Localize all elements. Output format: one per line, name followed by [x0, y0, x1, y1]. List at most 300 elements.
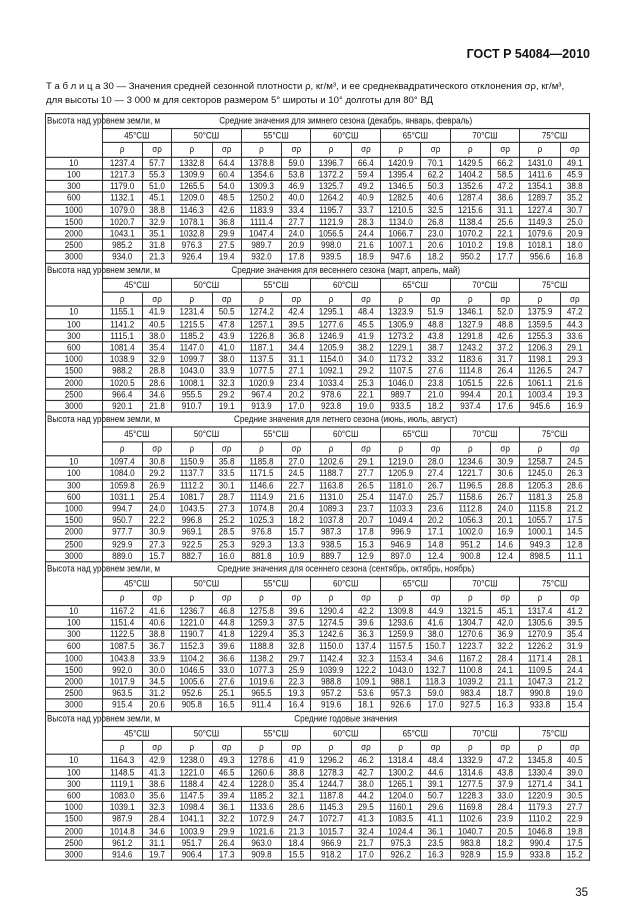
sigma-cell: 25.7: [421, 491, 450, 503]
density-cell: 1147.0: [172, 342, 212, 354]
density-cell: 1043.0: [381, 664, 421, 676]
table-caption: [46, 80, 601, 108]
density-cell: 1325.7: [311, 181, 351, 193]
sigma-cell: 51.0: [142, 181, 171, 193]
height-cell: 2000: [46, 228, 103, 240]
table-row: [46, 365, 590, 377]
sigma-cell: 29.2: [142, 468, 171, 480]
height-cell: 600: [46, 641, 103, 653]
density-cell: 1025.3: [241, 515, 281, 527]
density-cell: 1275.8: [241, 605, 281, 617]
table-row: [46, 837, 590, 849]
sigma-cell: 42.6: [491, 330, 520, 342]
density-cell: 957.3: [381, 688, 421, 700]
density-cell: 965.5: [241, 688, 281, 700]
sigma-cell: 24.0: [282, 228, 311, 240]
density-cell: 983.8: [450, 837, 490, 849]
table-row: [46, 699, 590, 711]
density-cell: 1097.4: [102, 456, 142, 468]
sigma-cell: 38.6: [491, 192, 520, 204]
sigma-cell: 32.4: [351, 825, 380, 837]
density-cell: 1293.6: [381, 617, 421, 629]
rho-header: ρ: [520, 442, 560, 456]
rho-header: ρ: [102, 591, 142, 605]
density-cell: 1395.4: [381, 169, 421, 181]
density-cell: 1260.6: [241, 766, 281, 778]
table-row: [46, 813, 590, 825]
height-cell: 2000: [46, 825, 103, 837]
density-cell: 1107.5: [381, 365, 421, 377]
rho-header: ρ: [450, 143, 490, 157]
sigma-cell: 23.9: [491, 813, 520, 825]
density-cell: 996.9: [381, 526, 421, 538]
rho-header: ρ: [241, 143, 281, 157]
sigma-header: σρ: [421, 143, 450, 157]
sigma-cell: 25.8: [560, 491, 589, 503]
latitude-header: 45°СШ: [102, 278, 172, 292]
sigma-cell: 20.6: [421, 239, 450, 251]
sigma-cell: 25.3: [351, 377, 380, 389]
density-cell: 1039.1: [102, 802, 142, 814]
sigma-cell: 36.8: [212, 216, 241, 228]
rho-header: ρ: [172, 143, 212, 157]
density-cell: 989.7: [381, 389, 421, 401]
density-cell: 1277.5: [450, 778, 490, 790]
rho-header: ρ: [172, 292, 212, 306]
sigma-cell: 49.1: [560, 157, 589, 169]
density-cell: 1037.8: [311, 515, 351, 527]
height-cell: 100: [46, 318, 103, 330]
sigma-header: σρ: [351, 143, 380, 157]
sigma-header: σρ: [212, 591, 241, 605]
density-cell: 976.8: [241, 526, 281, 538]
density-cell: 1137.7: [172, 468, 212, 480]
sigma-cell: 32.9: [142, 216, 171, 228]
density-cell: 1228.3: [450, 790, 490, 802]
density-cell: 937.4: [450, 401, 490, 413]
density-cell: 1149.3: [520, 216, 560, 228]
density-cell: 1115.1: [102, 330, 142, 342]
density-cell: 1259.9: [381, 629, 421, 641]
density-cell: 1079.0: [102, 204, 142, 216]
density-cell: 1038.9: [102, 354, 142, 366]
sigma-cell: 33.4: [282, 204, 311, 216]
sigma-cell: 16.0: [212, 550, 241, 562]
sigma-cell: 24.4: [560, 664, 589, 676]
sigma-cell: 17.8: [282, 251, 311, 263]
height-cell: 10: [46, 157, 103, 169]
density-cell: 1141.2: [102, 318, 142, 330]
height-cell: 10: [46, 755, 103, 767]
density-cell: 1227.4: [520, 204, 560, 216]
density-cell: 1014.8: [102, 825, 142, 837]
quantity-header-row: [46, 292, 590, 306]
density-cell: 1145.3: [311, 802, 351, 814]
sigma-cell: 26.7: [491, 491, 520, 503]
density-cell: 1223.7: [450, 641, 490, 653]
sigma-cell: 43.8: [421, 330, 450, 342]
density-cell: 1345.8: [520, 755, 560, 767]
density-cell: 1114.8: [450, 365, 490, 377]
density-cell: 1043.1: [102, 228, 142, 240]
sigma-cell: 29.7: [282, 652, 311, 664]
density-cell: 1137.5: [241, 354, 281, 366]
density-cell: 1167.2: [102, 605, 142, 617]
rho-header: ρ: [520, 591, 560, 605]
density-cell: 1151.4: [102, 617, 142, 629]
season-title-row: [46, 562, 590, 577]
sigma-cell: 19.8: [491, 239, 520, 251]
density-cell: 926.2: [381, 849, 421, 861]
density-cell: 929.9: [102, 538, 142, 550]
sigma-header: σρ: [142, 143, 171, 157]
sigma-header: σρ: [491, 292, 520, 306]
sigma-header: σρ: [560, 143, 589, 157]
density-cell: 1273.2: [381, 330, 421, 342]
sigma-cell: 19.3: [560, 389, 589, 401]
sigma-cell: 28.4: [491, 802, 520, 814]
density-cell: 1289.7: [520, 192, 560, 204]
sigma-cell: 28.1: [560, 652, 589, 664]
sigma-cell: 19.3: [282, 688, 311, 700]
density-cell: 1021.6: [241, 825, 281, 837]
sigma-cell: 26.9: [142, 479, 171, 491]
table-row: [46, 192, 590, 204]
sigma-cell: 45.1: [142, 192, 171, 204]
sigma-cell: 33.6: [560, 330, 589, 342]
height-cell: 2500: [46, 389, 103, 401]
table-row: [46, 157, 590, 169]
latitude-header: 50°СШ: [172, 577, 242, 591]
height-cell: 300: [46, 181, 103, 193]
density-table: [45, 113, 590, 861]
latitude-header: 60°СШ: [311, 427, 381, 441]
latitude-header: 75°СШ: [520, 129, 590, 143]
sigma-cell: 37.2: [491, 342, 520, 354]
table-row: [46, 617, 590, 629]
height-cell: 1500: [46, 664, 103, 676]
table-row: [46, 479, 590, 491]
sigma-cell: 46.8: [212, 605, 241, 617]
density-cell: 1020.9: [241, 377, 281, 389]
sigma-cell: 36.3: [351, 629, 380, 641]
sigma-cell: 20.1: [491, 515, 520, 527]
height-cell: 10: [46, 307, 103, 319]
sigma-cell: 31.1: [142, 837, 171, 849]
latitude-header: 50°СШ: [172, 726, 242, 740]
latitude-header: 55°СШ: [241, 427, 311, 441]
density-cell: 1138.4: [450, 216, 490, 228]
sigma-cell: 48.8: [491, 318, 520, 330]
density-cell: 1257.1: [241, 318, 281, 330]
density-cell: 1190.7: [172, 629, 212, 641]
sigma-cell: 17.7: [491, 251, 520, 263]
sigma-cell: 33.0: [212, 664, 241, 676]
density-cell: 1271.4: [520, 778, 560, 790]
height-cell: 100: [46, 766, 103, 778]
rho-header: ρ: [450, 292, 490, 306]
sigma-cell: 25.4: [351, 491, 380, 503]
sigma-cell: 19.4: [212, 251, 241, 263]
density-cell: 1157.5: [381, 641, 421, 653]
sigma-cell: 30.9: [142, 526, 171, 538]
height-column-header: Высота над уровнем земли, м: [46, 263, 103, 307]
density-cell: 889.7: [311, 550, 351, 562]
sigma-cell: 57.7: [142, 157, 171, 169]
density-cell: 975.3: [381, 837, 421, 849]
density-cell: 1146.3: [172, 204, 212, 216]
density-cell: 1164.3: [102, 755, 142, 767]
table-row: [46, 629, 590, 641]
sigma-header: σρ: [560, 740, 589, 754]
density-cell: 1318.4: [381, 755, 421, 767]
sigma-cell: 29.6: [421, 802, 450, 814]
sigma-cell: 28.6: [282, 802, 311, 814]
rho-header: ρ: [102, 143, 142, 157]
sigma-cell: 38.8: [282, 766, 311, 778]
sigma-cell: 35.6: [142, 790, 171, 802]
sigma-cell: 41.3: [142, 766, 171, 778]
density-cell: 1243.2: [450, 342, 490, 354]
sigma-cell: 27.3: [142, 538, 171, 550]
sigma-cell: 36.7: [142, 641, 171, 653]
density-cell: 1255.3: [520, 330, 560, 342]
sigma-cell: 118.3: [421, 676, 450, 688]
sigma-cell: 33.7: [351, 204, 380, 216]
sigma-cell: 12.4: [421, 550, 450, 562]
sigma-cell: 35.2: [560, 192, 589, 204]
sigma-cell: 53.6: [351, 688, 380, 700]
density-cell: 1051.5: [450, 377, 490, 389]
sigma-header: σρ: [560, 442, 589, 456]
density-cell: 1119.1: [102, 778, 142, 790]
sigma-cell: 27.4: [421, 468, 450, 480]
sigma-cell: 16.9: [560, 401, 589, 413]
density-cell: 1179.0: [102, 181, 142, 193]
density-cell: 1219.0: [381, 456, 421, 468]
height-cell: 3000: [46, 251, 103, 263]
latitude-header: 70°СШ: [450, 427, 520, 441]
density-cell: 1215.6: [450, 204, 490, 216]
height-cell: 3000: [46, 550, 103, 562]
sigma-cell: 19.0: [351, 401, 380, 413]
sigma-cell: 30.7: [560, 204, 589, 216]
sigma-cell: 21.3: [282, 825, 311, 837]
density-cell: 1229.4: [241, 629, 281, 641]
height-cell: 3000: [46, 401, 103, 413]
sigma-cell: 16.3: [421, 849, 450, 861]
sigma-cell: 17.3: [212, 849, 241, 861]
density-cell: 985.2: [102, 239, 142, 251]
sigma-cell: 21.1: [491, 676, 520, 688]
sigma-cell: 12.4: [491, 550, 520, 562]
sigma-cell: 20.2: [421, 515, 450, 527]
density-cell: 978.6: [311, 389, 351, 401]
sigma-cell: 29.2: [212, 389, 241, 401]
density-cell: 1354.6: [241, 169, 281, 181]
density-cell: 994.4: [450, 389, 490, 401]
density-cell: 1321.5: [450, 605, 490, 617]
density-cell: 1242.6: [311, 629, 351, 641]
sigma-header: σρ: [351, 591, 380, 605]
latitude-header: 75°СШ: [520, 278, 590, 292]
sigma-header: σρ: [212, 292, 241, 306]
density-cell: 951.2: [450, 538, 490, 550]
sigma-cell: 33.9: [142, 652, 171, 664]
density-cell: 1205.9: [381, 468, 421, 480]
density-cell: 1122.5: [102, 629, 142, 641]
density-cell: 1070.2: [450, 228, 490, 240]
sigma-cell: 32.5: [421, 204, 450, 216]
density-cell: 933.5: [381, 401, 421, 413]
sigma-cell: 29.3: [560, 354, 589, 366]
height-cell: 1500: [46, 515, 103, 527]
height-cell: 2000: [46, 526, 103, 538]
sigma-cell: 27.5: [212, 239, 241, 251]
density-cell: 1047.3: [520, 676, 560, 688]
sigma-cell: 29.5: [351, 802, 380, 814]
table-row: [46, 468, 590, 480]
sigma-cell: 40.6: [421, 192, 450, 204]
sigma-cell: 15.4: [560, 699, 589, 711]
density-cell: 1031.1: [102, 491, 142, 503]
density-cell: 945.6: [520, 401, 560, 413]
density-cell: 1183.6: [450, 354, 490, 366]
sigma-cell: 58.5: [491, 169, 520, 181]
sigma-cell: 40.6: [142, 617, 171, 629]
sigma-cell: 39.5: [560, 617, 589, 629]
density-cell: 1046.8: [520, 825, 560, 837]
density-cell: 927.5: [450, 699, 490, 711]
density-cell: 1150.9: [172, 456, 212, 468]
sigma-cell: 41.2: [560, 605, 589, 617]
density-cell: 1206.3: [520, 342, 560, 354]
density-cell: 898.5: [520, 550, 560, 562]
density-cell: 1017.9: [102, 676, 142, 688]
density-cell: 1049.4: [381, 515, 421, 527]
table-row: [46, 766, 590, 778]
sigma-header: σρ: [142, 292, 171, 306]
sigma-cell: 28.4: [491, 652, 520, 664]
sigma-cell: 29.9: [212, 825, 241, 837]
height-column-header: Высота над уровнем земли, м: [46, 562, 103, 606]
density-cell: 923.8: [311, 401, 351, 413]
density-cell: 926.4: [172, 251, 212, 263]
latitude-header: 75°СШ: [520, 726, 590, 740]
sigma-cell: 22.2: [142, 515, 171, 527]
density-cell: 1142.4: [311, 652, 351, 664]
sigma-cell: 46.2: [351, 755, 380, 767]
density-cell: 1196.5: [450, 479, 490, 491]
sigma-cell: 27.6: [212, 676, 241, 688]
density-cell: 955.5: [172, 389, 212, 401]
density-cell: 906.4: [172, 849, 212, 861]
sigma-cell: 18.2: [421, 251, 450, 263]
height-cell: 2500: [46, 239, 103, 251]
sigma-header: σρ: [421, 292, 450, 306]
table-row: [46, 849, 590, 861]
rho-header: ρ: [520, 292, 560, 306]
sigma-cell: 26.3: [560, 468, 589, 480]
sigma-cell: 60.4: [212, 169, 241, 181]
height-cell: 300: [46, 330, 103, 342]
density-cell: 1132.1: [102, 192, 142, 204]
density-cell: 1205.9: [311, 342, 351, 354]
sigma-cell: 36.1: [212, 802, 241, 814]
height-cell: 100: [46, 617, 103, 629]
density-cell: 1072.9: [241, 813, 281, 825]
sigma-cell: 50.7: [421, 790, 450, 802]
sigma-cell: 18.1: [351, 699, 380, 711]
sigma-cell: 29.1: [351, 456, 380, 468]
density-cell: 1043.5: [172, 503, 212, 515]
density-cell: 1327.9: [450, 318, 490, 330]
sigma-cell: 24.0: [142, 503, 171, 515]
sigma-cell: 28.8: [142, 365, 171, 377]
density-cell: 1231.4: [172, 307, 212, 319]
density-cell: 966.9: [311, 837, 351, 849]
density-cell: 1148.5: [102, 766, 142, 778]
density-cell: 1304.7: [450, 617, 490, 629]
sigma-cell: 27.7: [351, 468, 380, 480]
density-cell: 1003.9: [172, 825, 212, 837]
density-cell: 1359.5: [520, 318, 560, 330]
sigma-header: σρ: [282, 143, 311, 157]
density-cell: 1081.4: [102, 342, 142, 354]
sigma-cell: 14.6: [491, 538, 520, 550]
sigma-cell: 20.4: [282, 503, 311, 515]
sigma-cell: 48.8: [421, 318, 450, 330]
density-cell: 950.7: [102, 515, 142, 527]
sigma-cell: 42.2: [351, 605, 380, 617]
density-cell: 1066.7: [381, 228, 421, 240]
density-cell: 957.2: [311, 688, 351, 700]
density-cell: 1188.7: [311, 468, 351, 480]
density-cell: 913.9: [241, 401, 281, 413]
density-cell: 1121.9: [311, 216, 351, 228]
sigma-cell: 30.1: [212, 479, 241, 491]
rho-header: ρ: [241, 292, 281, 306]
sigma-cell: 42.7: [351, 766, 380, 778]
density-cell: 1153.4: [381, 652, 421, 664]
density-cell: 1110.2: [520, 813, 560, 825]
density-cell: 1282.5: [381, 192, 421, 204]
rho-header: ρ: [381, 740, 421, 754]
height-cell: 1500: [46, 216, 103, 228]
density-cell: 1404.2: [450, 169, 490, 181]
density-cell: 1099.7: [172, 354, 212, 366]
sigma-cell: 22.7: [282, 479, 311, 491]
density-cell: 992.0: [102, 664, 142, 676]
latitude-header: 75°СШ: [520, 427, 590, 441]
density-cell: 1238.0: [172, 755, 212, 767]
sigma-header: σρ: [421, 740, 450, 754]
sigma-cell: 70.1: [421, 157, 450, 169]
sigma-cell: 32.1: [282, 790, 311, 802]
density-cell: 1396.7: [311, 157, 351, 169]
season-title: Средние значения для зимнего сезона (декабрь, январь, февраль): [102, 114, 589, 129]
density-cell: 1061.1: [520, 377, 560, 389]
density-cell: 1217.3: [102, 169, 142, 181]
height-column-header: Высота над уровнем земли, м: [46, 114, 103, 158]
sigma-cell: 28.6: [142, 377, 171, 389]
sigma-cell: 38.7: [421, 342, 450, 354]
sigma-cell: 25.4: [142, 491, 171, 503]
height-cell: 10: [46, 456, 103, 468]
density-cell: 1167.2: [450, 652, 490, 664]
density-cell: 1133.6: [241, 802, 281, 814]
sigma-cell: 27.7: [560, 802, 589, 814]
